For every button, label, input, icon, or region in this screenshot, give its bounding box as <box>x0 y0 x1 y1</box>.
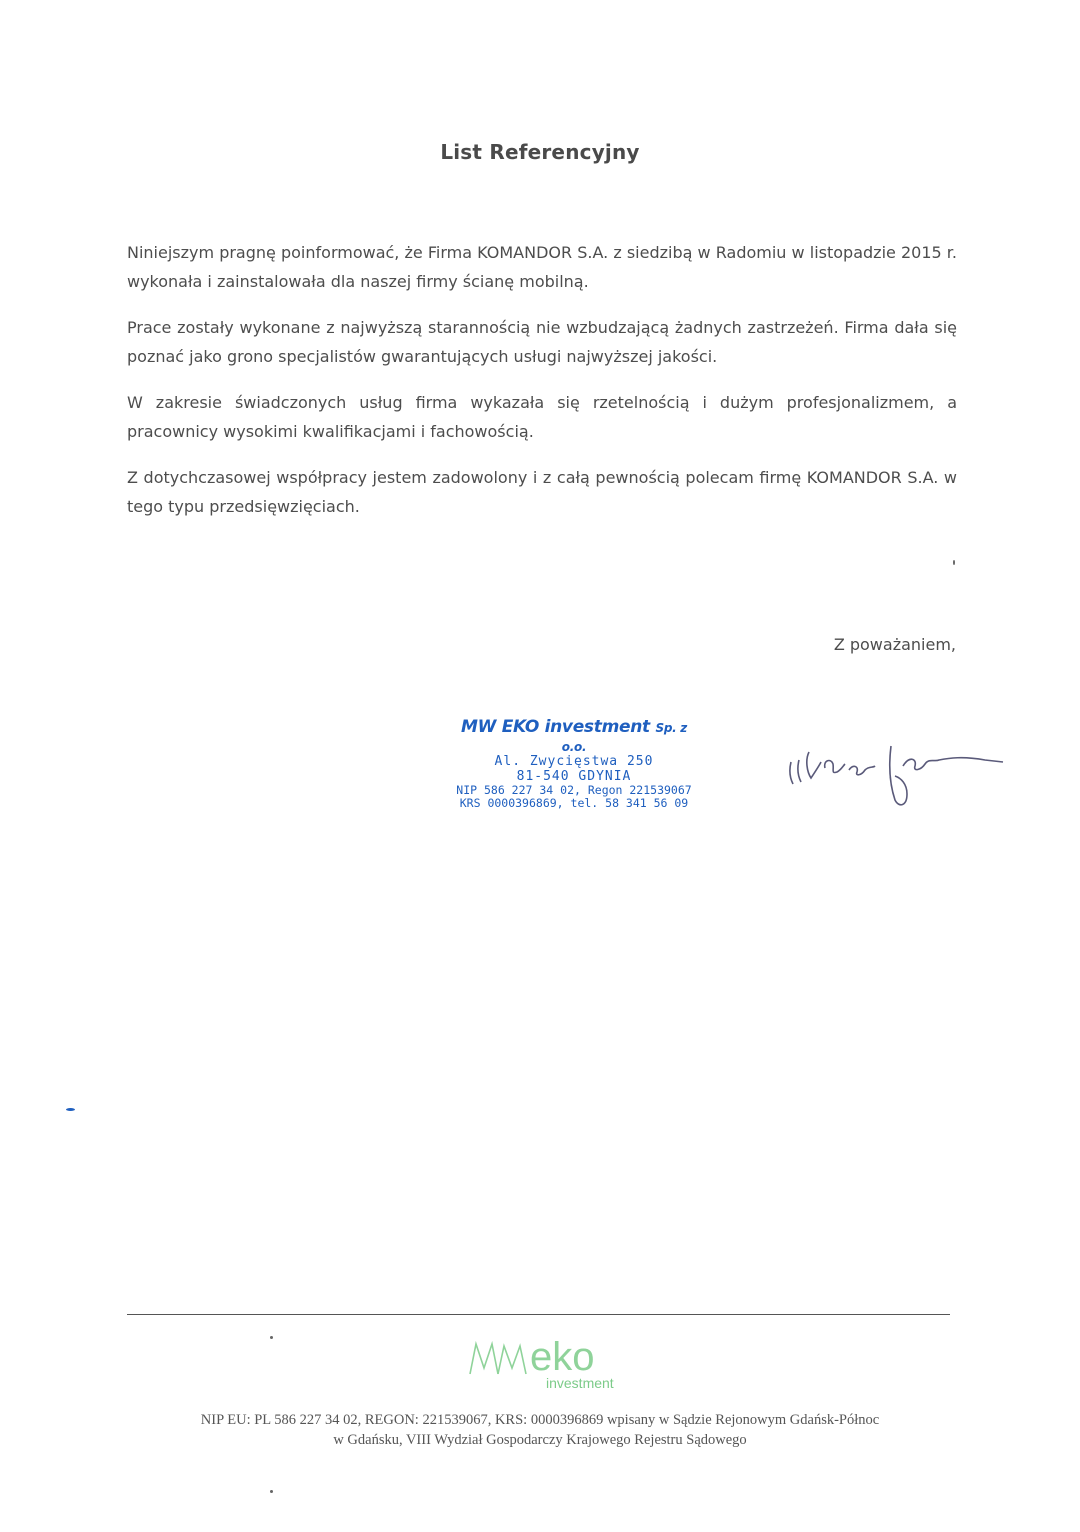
scan-speck <box>66 1108 75 1111</box>
stamp-company: MW EKO investment <box>461 717 650 737</box>
letter-title: List Referencyjny <box>440 140 640 164</box>
paragraph: W zakresie świadczonych usług firma wykazała się rzetelnością i dużym profesjonalizmem, a pracownicy wysokimi kwalifikacjami i fachowością. <box>127 393 957 441</box>
stamp-address-street: Al. Zwycięstwa 250 <box>494 754 654 770</box>
footer-divider <box>127 1314 950 1315</box>
stamp-address-city: 81-540 GDYNIA <box>516 768 632 784</box>
scan-speck <box>953 560 955 565</box>
footer-line-1: NIP EU: PL 586 227 34 02, REGON: 221539067, KRS: 0000396869 wpisany w Sądzie Rejonowym Gdańsk-Północ <box>200 1412 880 1428</box>
footer-line-2: w Gdańsku, VIII Wydział Gospodarczy Krajowego Rejestru Sądowego <box>333 1432 747 1448</box>
scan-speck <box>270 1490 273 1493</box>
company-stamp <box>454 718 694 809</box>
paragraph: Niniejszym pragnę poinformować, że Firma KOMANDOR S.A. z siedzibą w Radomiu w listopadzie 2015 r. wykonała i zainstalowała dla naszej firmy ścianę mobilną. <box>127 243 957 291</box>
closing-salutation: Z poważaniem, <box>833 635 956 654</box>
mweko-logo <box>462 1328 632 1396</box>
stamp-company-suffix: Sp. z o.o. <box>561 721 687 754</box>
handwritten-signature <box>785 722 1015 822</box>
paragraph: Prace zostały wykonane z najwyższą starannością nie wzbudzającą żadnych zastrzeżeń. Firma dała się poznać jako grono specjalistów gwarantujących usługi najwyższej jakości. <box>127 318 957 366</box>
stamp-krs: KRS 0000396869, tel. 58 341 56 09 <box>459 795 689 810</box>
letter-body <box>127 238 957 538</box>
stamp-company-name <box>454 718 694 755</box>
logo-subword: investment <box>546 1375 614 1391</box>
scan-speck <box>270 1336 273 1339</box>
paragraph: Z dotychczasowej współpracy jestem zadowolony i z całą pewnością polecam firmę KOMANDOR S.A. w tego typu przedsięwzięciach. <box>127 468 957 516</box>
logo-word: eko <box>530 1335 595 1379</box>
footer-registration <box>0 1410 1080 1450</box>
stamp-nip: NIP 586 227 34 02, Regon 221539067 <box>456 782 692 797</box>
